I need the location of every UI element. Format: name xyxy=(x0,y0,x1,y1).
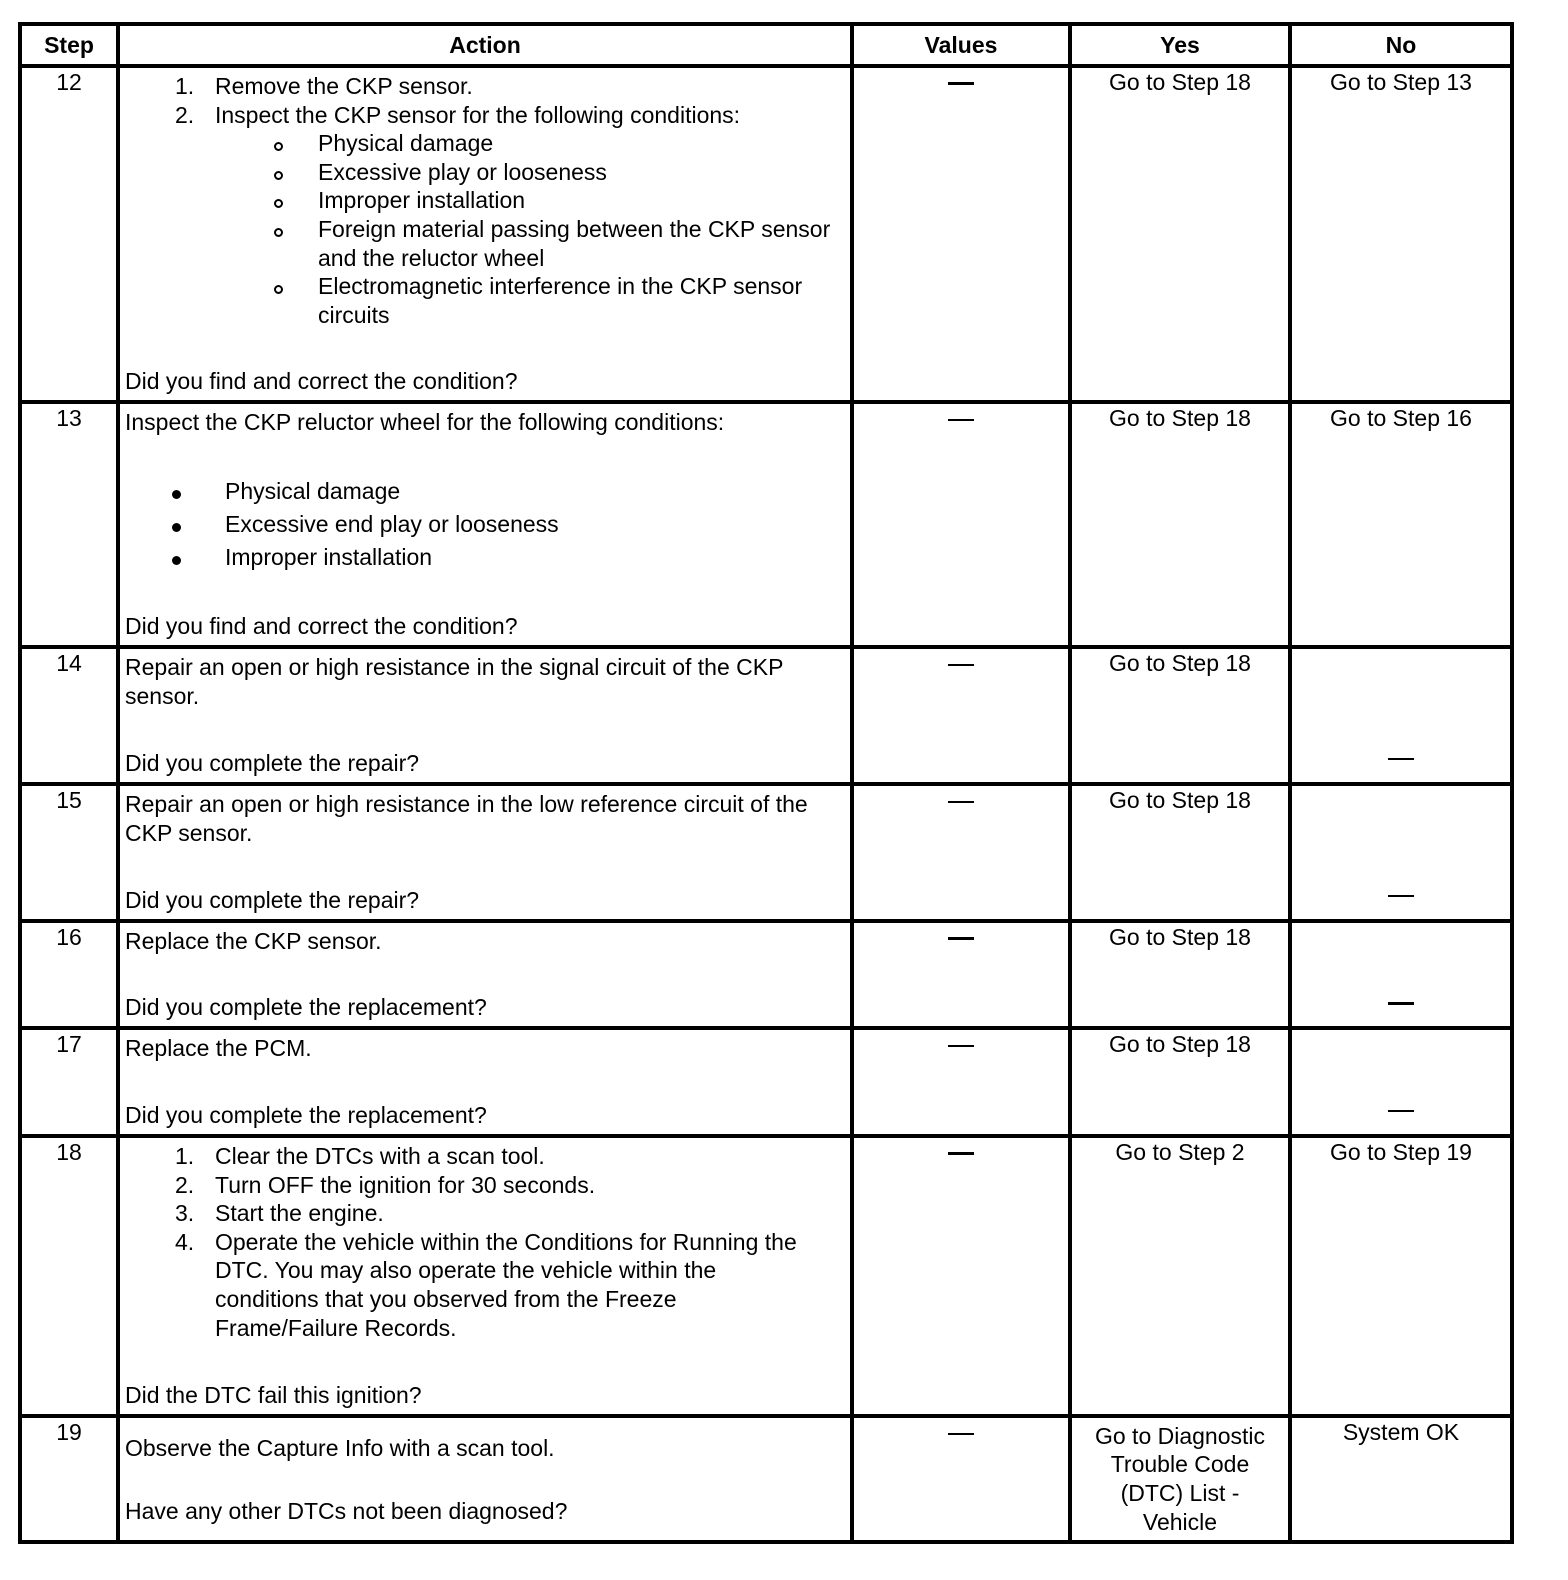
header-action: Action xyxy=(118,24,852,66)
dash-icon xyxy=(948,801,974,803)
list-item xyxy=(120,1228,850,1342)
circle-bullet-icon xyxy=(274,199,283,208)
circle-bullet-icon xyxy=(274,142,283,151)
action-text: Repair an open or high resistance in the low reference circuit of the CKP sensor. xyxy=(125,791,808,846)
step-number: 18 xyxy=(20,1136,118,1416)
action-text: Replace the CKP sensor. xyxy=(125,928,382,954)
yes-cell: Go to Step 18 xyxy=(1070,66,1290,402)
list-text: Remove the CKP sensor. xyxy=(215,73,473,99)
action-cell xyxy=(118,784,852,921)
question-text: Did you complete the repair? xyxy=(125,887,420,914)
dash-icon xyxy=(1388,758,1414,760)
yes-cell: Go to Step 18 xyxy=(1070,402,1290,647)
dash-icon xyxy=(948,1152,974,1155)
action-text: Inspect the CKP reluctor wheel for the following conditions: xyxy=(125,409,725,435)
list-item xyxy=(120,186,850,215)
question-text: Did you find and correct the condition? xyxy=(125,613,518,640)
bullet-icon xyxy=(172,556,181,565)
list-text: Turn OFF the ignition for 30 seconds. xyxy=(215,1171,596,1198)
action-cell xyxy=(118,402,852,647)
list-item xyxy=(120,158,850,187)
yes-cell: Go to Step 18 xyxy=(1070,647,1290,784)
yes-cell: Go to Step 2 xyxy=(1070,1136,1290,1416)
list-item xyxy=(120,1199,850,1228)
list-marker: 2. xyxy=(175,101,195,128)
list-marker: 2. xyxy=(175,1171,195,1198)
list-item xyxy=(120,1142,850,1171)
list-text: Physical damage xyxy=(225,477,401,504)
header-yes: Yes xyxy=(1070,24,1290,66)
yes-cell: Go to Diagnostic Trouble Code (DTC) List - Vehicle xyxy=(1070,1416,1290,1542)
step-number: 17 xyxy=(20,1028,118,1136)
list-marker: 4. xyxy=(175,1228,195,1255)
no-cell: Go to Step 16 xyxy=(1290,402,1512,647)
list-text: Excessive end play or looseness xyxy=(225,510,559,537)
table-header-row xyxy=(20,24,1512,66)
values-cell xyxy=(852,1136,1070,1416)
list-item xyxy=(120,215,850,272)
question-text: Did you find and correct the condition? xyxy=(125,368,518,395)
table-row xyxy=(20,1028,1512,1136)
no-cell xyxy=(1290,921,1512,1028)
table-row xyxy=(20,1416,1512,1542)
question-text: Have any other DTCs not been diagnosed? xyxy=(125,1498,568,1525)
header-no: No xyxy=(1290,24,1512,66)
list-text: Operate the vehicle within the Conditions for Running the DTC. You may also operate the vehicle within the conditions that you observed from the Freeze Frame/Failure Records. xyxy=(215,1228,797,1341)
list-text: Improper installation xyxy=(225,543,433,570)
dash-icon xyxy=(1388,895,1414,897)
question-text: Did you complete the repair? xyxy=(125,750,420,777)
list-item xyxy=(120,129,850,158)
step-number: 19 xyxy=(20,1416,118,1542)
sub-list xyxy=(120,129,850,329)
action-cell xyxy=(118,1136,852,1416)
dash-icon xyxy=(1388,1110,1414,1112)
table-row xyxy=(20,647,1512,784)
dash-icon xyxy=(948,419,974,421)
dash-icon xyxy=(1388,1002,1414,1005)
step-number: 13 xyxy=(20,402,118,647)
list-item xyxy=(120,475,850,508)
step-number: 16 xyxy=(20,921,118,1028)
values-cell xyxy=(852,402,1070,647)
table-row xyxy=(20,784,1512,921)
circle-bullet-icon xyxy=(274,228,283,237)
list-text: Foreign material passing between the CKP sensor and the reluctor wheel xyxy=(318,215,831,271)
values-cell xyxy=(852,1416,1070,1542)
action-text: Observe the Capture Info with a scan tool. xyxy=(125,1435,555,1461)
list-text: Improper installation xyxy=(318,187,526,214)
action-cell xyxy=(118,66,852,402)
list-text: Electromagnetic interference in the CKP sensor circuits xyxy=(318,273,803,328)
diagnostic-steps-table xyxy=(18,22,1514,1544)
circle-bullet-icon xyxy=(274,171,283,180)
no-cell: System OK xyxy=(1290,1416,1512,1542)
list-text: Clear the DTCs with a scan tool. xyxy=(215,1143,545,1169)
list-item xyxy=(120,272,850,329)
list-text: Physical damage xyxy=(318,130,494,157)
list-item xyxy=(120,541,850,574)
action-cell xyxy=(118,647,852,784)
values-cell xyxy=(852,66,1070,402)
no-cell xyxy=(1290,784,1512,921)
no-cell: Go to Step 19 xyxy=(1290,1136,1512,1416)
dash-icon xyxy=(948,664,974,666)
header-step: Step xyxy=(20,24,118,66)
values-cell xyxy=(852,784,1070,921)
step-number: 12 xyxy=(20,66,118,402)
step-number: 15 xyxy=(20,784,118,921)
dash-icon xyxy=(948,82,974,85)
numbered-list xyxy=(120,68,850,129)
question-text: Did you complete the replacement? xyxy=(125,1102,487,1129)
table-row xyxy=(20,66,1512,402)
numbered-list xyxy=(120,1138,850,1342)
list-text: Start the engine. xyxy=(215,1200,384,1227)
action-cell xyxy=(118,921,852,1028)
values-cell xyxy=(852,647,1070,784)
no-cell xyxy=(1290,647,1512,784)
circle-bullet-icon xyxy=(274,285,283,294)
step-number: 14 xyxy=(20,647,118,784)
question-text: Did you complete the replacement? xyxy=(125,994,487,1021)
dash-icon xyxy=(948,1045,974,1047)
values-cell xyxy=(852,921,1070,1028)
bullet-icon xyxy=(172,490,181,499)
bullet-icon xyxy=(172,523,181,532)
values-cell xyxy=(852,1028,1070,1136)
yes-cell: Go to Step 18 xyxy=(1070,921,1290,1028)
table-row xyxy=(20,402,1512,647)
list-marker: 1. xyxy=(175,73,195,99)
diagnostic-document xyxy=(18,22,1510,1544)
action-text: Repair an open or high resistance in the signal circuit of the CKP sensor. xyxy=(125,654,784,709)
action-cell xyxy=(118,1416,852,1542)
action-cell xyxy=(118,1028,852,1136)
question-text: Did the DTC fail this ignition? xyxy=(125,1382,422,1409)
dash-icon xyxy=(948,937,974,940)
list-item xyxy=(120,1171,850,1200)
list-text: Excessive play or looseness xyxy=(318,158,607,185)
list-text: Inspect the CKP sensor for the following conditions: xyxy=(215,101,741,128)
list-item xyxy=(120,72,850,101)
list-marker: 1. xyxy=(175,1143,195,1169)
list-marker: 3. xyxy=(175,1200,195,1227)
yes-cell: Go to Step 18 xyxy=(1070,1028,1290,1136)
list-item xyxy=(120,101,850,130)
bullet-list xyxy=(120,475,850,574)
dash-icon xyxy=(948,1433,974,1435)
no-cell xyxy=(1290,1028,1512,1136)
header-values: Values xyxy=(852,24,1070,66)
action-text: Replace the PCM. xyxy=(125,1035,312,1061)
no-cell: Go to Step 13 xyxy=(1290,66,1512,402)
list-item xyxy=(120,508,850,541)
yes-cell: Go to Step 18 xyxy=(1070,784,1290,921)
table-row xyxy=(20,1136,1512,1416)
table-row xyxy=(20,921,1512,1028)
